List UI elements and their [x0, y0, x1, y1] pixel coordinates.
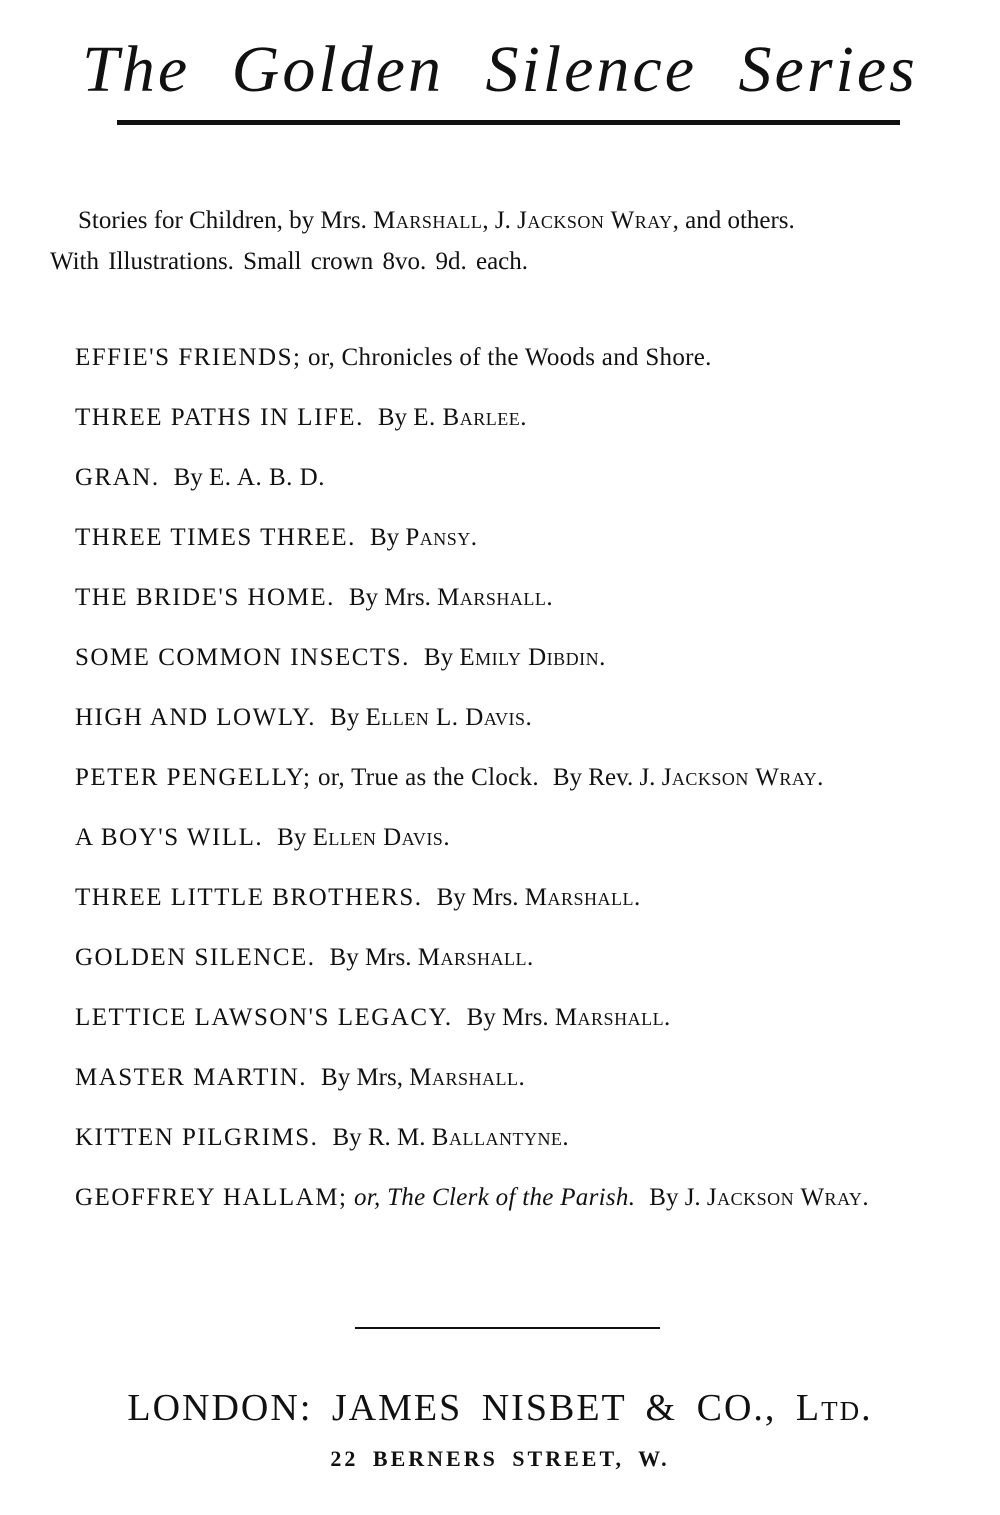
book-author-name: Marshall. [409, 1064, 526, 1091]
book-author [174, 464, 325, 491]
book-author-prefix: By [330, 704, 366, 731]
book-author-name: Marshall. [437, 584, 554, 611]
book-entry [75, 462, 970, 494]
book-subtitle: or, True as the Clock. [311, 764, 539, 791]
book-entry [75, 1182, 970, 1214]
book-entry [75, 822, 970, 854]
book-author-prefix: By Mrs, [321, 1064, 410, 1091]
book-author [553, 764, 824, 791]
book-author-name: E. A. B. D. [209, 464, 325, 491]
book-subtitle: or, The Clerk of the Parish. [347, 1184, 636, 1211]
book-author [649, 1184, 869, 1211]
book-author-prefix: By [423, 644, 460, 671]
footer-rule [355, 1327, 660, 1329]
book-entry [75, 702, 970, 734]
book-author [277, 824, 450, 851]
book-author-name: Marshall. [417, 944, 534, 971]
publisher-imprint [0, 1385, 1000, 1431]
book-title: EFFIE'S FRIENDS; [75, 344, 302, 371]
book-title: HIGH AND LOWLY. [75, 704, 317, 731]
book-author-prefix: By [277, 824, 313, 851]
book-author-name: Emily Dibdin. [459, 644, 606, 671]
page-title: The Golden Silence Series [82, 33, 918, 106]
book-author [349, 584, 553, 611]
book-author [332, 1124, 569, 1151]
intro-suffix: , and others. [672, 207, 795, 234]
book-entry [75, 942, 970, 974]
book-author-name: Marshall. [554, 1004, 671, 1031]
book-title: GOLDEN SILENCE. [75, 944, 316, 971]
book-entry [75, 522, 970, 554]
book-author-name: Jackson Wray. [706, 1184, 870, 1211]
book-author [370, 524, 478, 551]
book-author [467, 1004, 671, 1031]
book-title: LETTICE LAWSON'S LEGACY. [75, 1004, 453, 1031]
book-title: GRAN. [75, 464, 160, 491]
book-title: SOME COMMON INSECTS. [75, 644, 410, 671]
book-author-name: Ellen Davis. [312, 824, 451, 851]
book-entry [75, 882, 970, 914]
book-author [321, 1064, 525, 1091]
book-author-name: Marshall. [524, 884, 641, 911]
book-entry [75, 342, 970, 374]
book-entry [75, 1002, 970, 1034]
book-author [330, 704, 532, 731]
book-entry [75, 402, 970, 434]
title-rule [117, 120, 900, 125]
book-author-prefix: By Mrs. [436, 884, 525, 911]
book-author-prefix: By Mrs. [329, 944, 418, 971]
intro-prefix: Stories for Children, by Mrs. [78, 207, 374, 234]
book-author-name: E. Barlee. [413, 404, 527, 431]
book-entry [75, 582, 970, 614]
book-author-prefix: By J. [649, 1184, 707, 1211]
intro-separator: , J. [482, 207, 518, 234]
book-title: MASTER MARTIN. [75, 1064, 308, 1091]
book-title: THREE PATHS IN LIFE. [75, 404, 364, 431]
book-author-prefix: By Rev. J. [552, 764, 662, 791]
book-author [378, 404, 527, 431]
book-author-prefix: By Mrs. [348, 584, 438, 611]
book-subtitle: or, Chronicles of the Woods and Shore. [301, 344, 712, 371]
book-author [424, 644, 606, 671]
book-title: GEOFFREY HALLAM; [75, 1184, 348, 1211]
publisher-address: 22 BERNERS STREET, W. [330, 1446, 670, 1471]
intro-line-2: With Illustrations. Small crown 8vo. 9d. each. [50, 248, 529, 275]
intro-line-1 [50, 200, 970, 241]
book-author [437, 884, 641, 911]
book-title: KITTEN PILGRIMS. [75, 1124, 319, 1151]
book-author-name: Jackson Wray. [661, 764, 824, 791]
book-entry [75, 1122, 970, 1154]
book-title: THREE TIMES THREE. [75, 524, 356, 551]
intro-author-1: Marshall [373, 207, 483, 234]
book-title: THE BRIDE'S HOME. [75, 584, 335, 611]
book-author-prefix: By [173, 464, 210, 491]
book-author-name: Ballantyne. [431, 1124, 570, 1151]
publisher-name: LONDON: JAMES NISBET & CO., [127, 1387, 796, 1429]
book-entry [75, 762, 970, 794]
intro-paragraph [50, 200, 970, 282]
book-title: PETER PENGELLY; [75, 764, 312, 791]
book-author-prefix: By R. M. [332, 1124, 432, 1151]
book-title: A BOY'S WILL. [75, 824, 264, 851]
book-author [330, 944, 534, 971]
publisher-ltd: Ltd. [795, 1387, 873, 1429]
book-author-prefix: By [377, 404, 414, 431]
intro-author-2: Jackson Wray [517, 207, 673, 234]
book-author-name: Pansy. [405, 524, 478, 551]
book-list [75, 342, 970, 1242]
book-entry [75, 1062, 970, 1094]
book-title: THREE LITTLE BROTHERS. [75, 884, 423, 911]
book-author-prefix: By [369, 524, 406, 551]
book-author-prefix: By Mrs. [466, 1004, 555, 1031]
book-entry [75, 642, 970, 674]
book-author-name: Ellen L. Davis. [365, 704, 533, 731]
